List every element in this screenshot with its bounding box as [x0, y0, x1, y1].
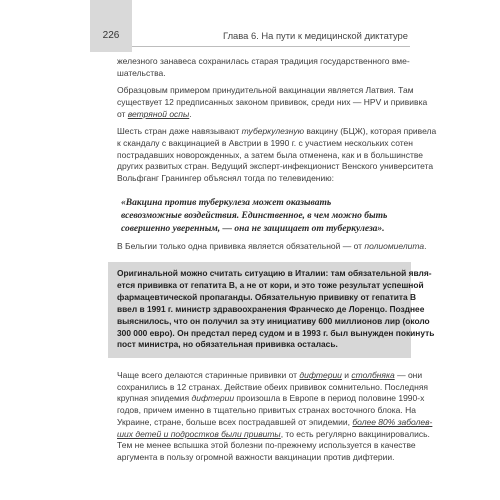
text-line: от ветряной оспы. — [117, 108, 192, 119]
text-line: аргумента в пользу огромной важности вакцинации против дифтерии. — [117, 451, 395, 462]
text-line: Вольфганг Гранингер объяснял тогда по телевидению: — [117, 172, 334, 183]
paragraph-latvia — [117, 85, 428, 120]
box-line: ется прививка от гепатита B, а не от кори, и это тоже результат успешной — [117, 279, 424, 290]
box-line: выяснилось, что он получил за эту инициативу 600 миллионов лир (около — [117, 315, 430, 326]
text-line: годов, причем именно в тщательно привитых странах восточного блока. На — [117, 405, 416, 416]
quote-line: «Вакцина против туберкулеза может оказывать — [121, 198, 332, 209]
text-line: пострадавших новорожденных, а затем была отменена, как и в большинстве — [117, 149, 423, 160]
highlight-box-text — [117, 268, 435, 351]
text-line: В Бельгии только одна прививка является обязательной — от полиомиелита. — [117, 241, 427, 252]
text-line: других развитых стран. Ведущий эксперт-инфекционист Венского университета — [117, 161, 434, 172]
text-line: сохранились в 12 странах. Действие обеих прививок сомнительно. Последняя — [117, 381, 429, 392]
text-line: Шесть стран даже навязывают туберкулезную вакцину (БЦЖ), которая привела — [117, 126, 437, 137]
diphtheria-term: дифтерии — [299, 370, 342, 380]
box-line: пост министра, но обязательная прививка осталась. — [117, 339, 338, 350]
text-line: крупная эпидемия дифтерии произошла в Европе в период половине 1990-х — [117, 393, 425, 404]
tetanus-term: столбняка — [351, 370, 395, 380]
tuberculosis-term: туберкулезную — [241, 126, 305, 137]
text-line: Тем не менее вспышка этой болезни по-прежнему используется в качестве — [117, 440, 416, 451]
page-header — [0, 0, 500, 52]
paragraph-diphtheria — [117, 370, 433, 464]
chapter-title: Глава 6. На пути к медицинской диктатуре — [223, 30, 408, 41]
text-line: ших детей и подростков были привиты, то есть регулярно вакцинировались. — [117, 428, 430, 439]
text-line: железного занавеса сохранилась старая традиция государственного вме- — [117, 56, 410, 66]
block-quote — [121, 197, 407, 235]
text-line: Чаще всего делаются старинные прививки от дифтерии и столбняка — они — [117, 370, 423, 380]
text-line: к скандалу с вакцинацией в Австрии в 1990 г. с участием нескольких сотен — [117, 137, 413, 148]
paragraph-tuberculosis — [117, 126, 437, 184]
header-divider — [132, 46, 410, 47]
box-line: Оригинальной можно считать ситуацию в Италии: там обязательной явля- — [117, 268, 432, 278]
diphtheria-term: дифтерии — [191, 393, 235, 404]
paragraph-soviet-tradition — [117, 56, 410, 79]
box-line: ввел в 1991 г. министр здравоохранения Франческо де Лоренцо. Позднее — [117, 303, 425, 314]
page-number-tab — [90, 0, 132, 52]
emphasis-text: более 80% заболев- — [352, 416, 433, 427]
box-line: 300 000 евро). Он предстал перед судом и в 1993 г. был вынужден покинуть — [117, 327, 435, 338]
text-line: существует 12 предписанных законом прививок, среди них — HPV и прививка — [117, 96, 428, 107]
page-number: 226 — [102, 30, 120, 41]
box-line: фармацевтической пропаганды. Обязательную прививку от гепатита B — [117, 291, 417, 302]
text-line: шательства. — [117, 67, 166, 78]
quote-line: совершенно уверенным, — она не защищает от туберкулеза». — [121, 223, 385, 234]
chickenpox-term: ветряной оспы — [127, 108, 190, 119]
main-text — [117, 56, 437, 259]
emphasis-text: ших детей и подростков были привиты — [117, 428, 281, 439]
paragraph-belgium — [117, 241, 427, 253]
text-line: Образцовым примером принудительной вакцинации является Латвия. Там — [117, 85, 414, 96]
polio-term: полиомиелита — [364, 241, 425, 252]
quote-line: всевозможные воздействия. Единственное, в чем можно быть — [121, 210, 388, 221]
text-line: Украине, стране, больше всех пострадавшей от эпидемии, более 80% заболев- — [117, 416, 433, 427]
